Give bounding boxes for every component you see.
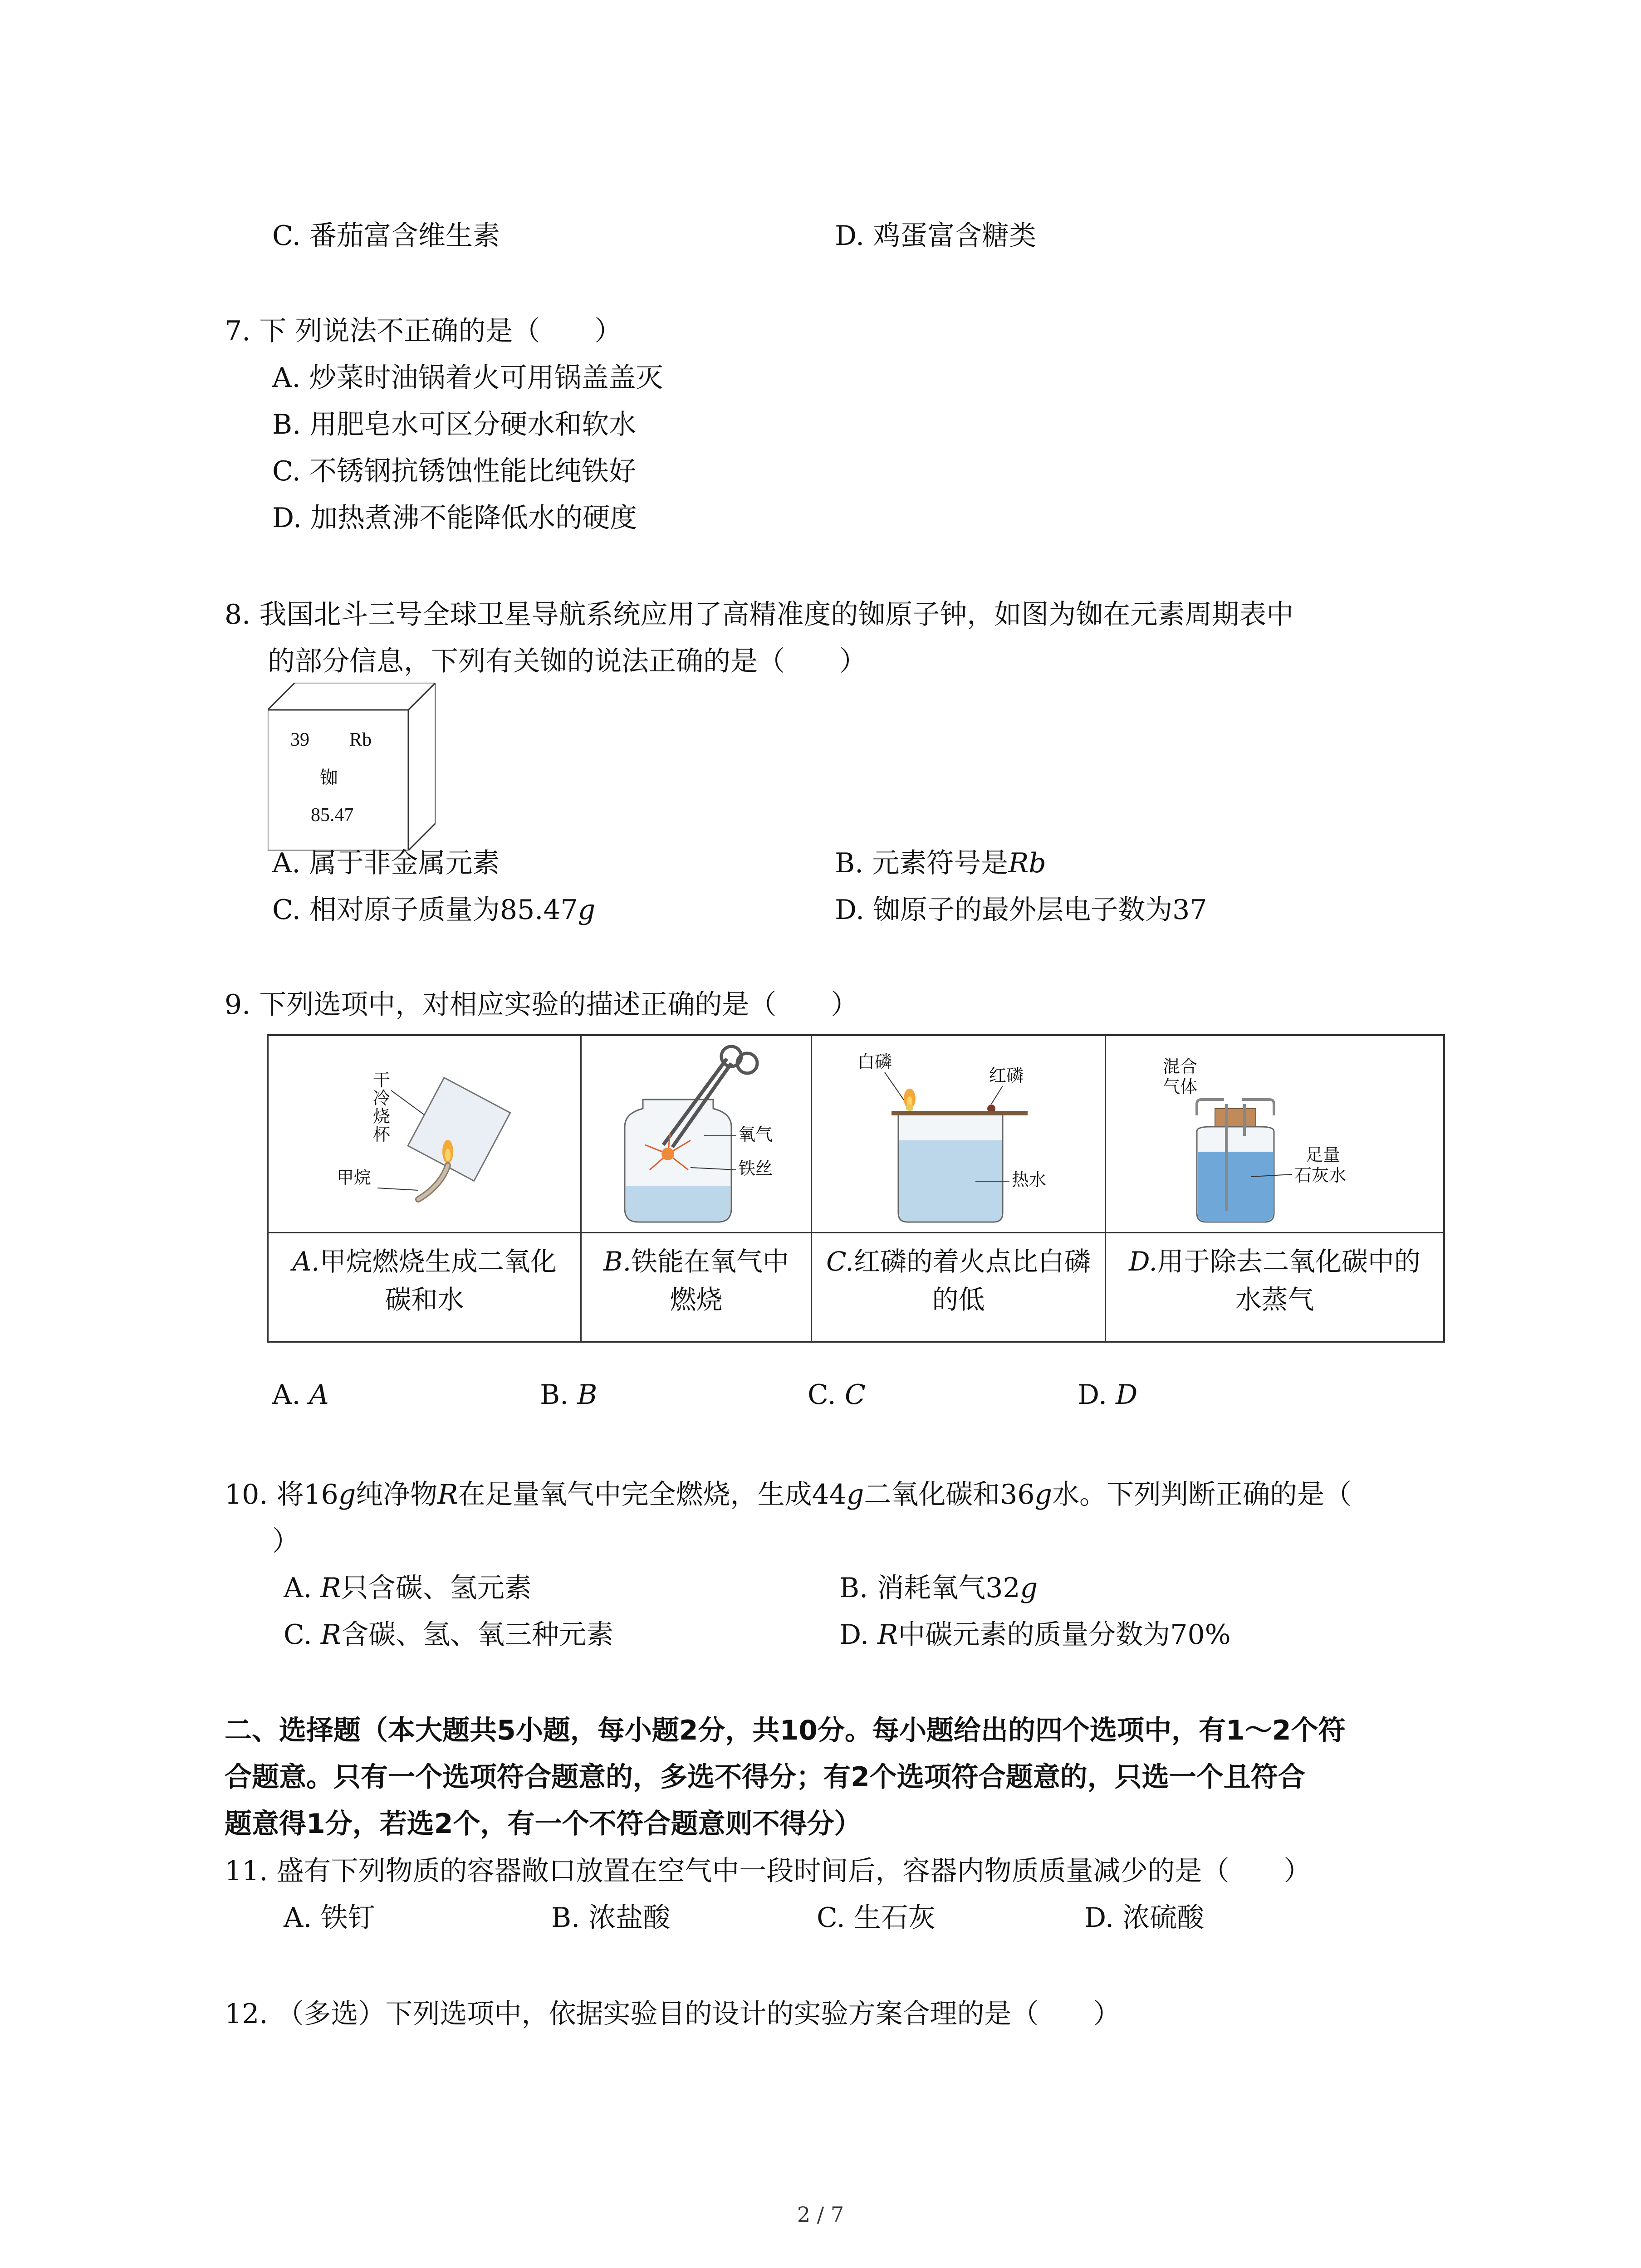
element-mass: 85.47	[311, 805, 354, 826]
q8-option-c: C. 相对原子质量为85.47g	[272, 894, 596, 926]
experiment-caption-d: D.用于除去二氧化碳中的水蒸气	[1129, 1246, 1421, 1315]
svg-text:足量: 足量	[1306, 1145, 1341, 1165]
svg-text:冷: 冷	[373, 1088, 391, 1108]
q7-option-b: B. 用肥皂水可区分硬水和软水	[272, 409, 637, 440]
q12-stem: 12. （多选）下列选项中，依据实验目的设计的实验方案合理的是（ ）	[225, 1998, 1121, 2030]
q8-option-a: A. 属于非金属元素	[272, 847, 500, 879]
q10-option-a: A. R只含碳、氢元素	[284, 1572, 532, 1604]
q9-stem: 9. 下列选项中，对相应实验的描述正确的是（ ）	[225, 989, 858, 1021]
q6-option-d: D. 鸡蛋富含糖类	[835, 220, 1037, 252]
q9-option-d: D. D	[1078, 1379, 1138, 1411]
q11-option-a: A. 铁钉	[284, 1902, 375, 1934]
q8-option-d: D. 铷原子的最外层电子数为37	[835, 894, 1207, 926]
iron-wire-burning-illustration	[582, 1036, 812, 1231]
svg-text:烧: 烧	[373, 1106, 391, 1126]
experiment-cell-c	[812, 1036, 1106, 1341]
q7-option-c: C. 不锈钢抗锈蚀性能比纯铁好	[272, 455, 636, 487]
experiment-cell-a	[269, 1036, 582, 1341]
q8-option-b: B. 元素符号是Rb	[835, 847, 1046, 879]
q6-option-c: C. 番茄富含维生素	[272, 220, 500, 252]
q10-option-c: C. R含碳、氢、氧三种元素	[284, 1619, 614, 1651]
element-number: 39	[290, 729, 309, 750]
svg-text:甲烷: 甲烷	[337, 1168, 372, 1188]
section2-heading-line1: 二、选择题（本大题共5小题，每小题2分，共10分。每小题给出的四个选项中，有1～2个符	[225, 1715, 1346, 1746]
q7-option-d: D. 加热煮沸不能降低水的硬度	[272, 502, 637, 534]
svg-text:白磷: 白磷	[857, 1052, 892, 1072]
q8-stem-line2: 的部分信息，下列有关铷的说法正确的是（ ）	[268, 645, 867, 677]
element-name: 铷	[320, 767, 338, 788]
section2-heading-line2: 合题意。只有一个选项符合题意的，多选不得分；有2个选项符合题意的，只选一个且符合	[225, 1761, 1305, 1793]
q8-stem-line1: 8. 我国北斗三号全球卫星导航系统应用了高精准度的铷原子钟，如图为铷在元素周期表中	[225, 599, 1294, 631]
experiment-caption-a: A.甲烷燃烧生成二氧化碳和水	[292, 1246, 557, 1315]
q9-option-c: C. C	[808, 1379, 866, 1411]
svg-text:干: 干	[373, 1070, 391, 1090]
methane-burning-illustration	[269, 1036, 582, 1231]
q7-stem: 7. 下 列说法不正确的是（ ）	[225, 315, 622, 347]
experiment-table	[267, 1034, 1445, 1343]
experiment-cell-b	[582, 1036, 812, 1341]
q10-stem-line1: 10. 将16g纯净物R在足量氧气中完全燃烧，生成44g二氧化碳和36g水。下列判断正确的是（	[225, 1479, 1352, 1510]
q11-option-c: C. 生石灰	[817, 1902, 936, 1934]
q11-stem: 11. 盛有下列物质的容器敞口放置在空气中一段时间后，容器内物质质量减少的是（ ）	[225, 1855, 1311, 1887]
rubidium-element-cell	[268, 683, 436, 850]
svg-text:杯: 杯	[373, 1124, 391, 1144]
page-number: 2 / 7	[797, 2202, 844, 2227]
q9-option-b: B. B	[540, 1379, 598, 1411]
experiment-cell-d	[1106, 1036, 1443, 1341]
q7-option-a: A. 炒菜时油锅着火可用锅盖盖灭	[272, 362, 663, 394]
svg-text:混合: 混合	[1163, 1056, 1198, 1076]
q9-option-a: A. A	[272, 1379, 329, 1411]
q10-option-d: D. R中碳元素的质量分数为70%	[839, 1619, 1231, 1651]
phosphorus-ignition-illustration	[812, 1036, 1106, 1231]
svg-text:氧气: 氧气	[738, 1124, 773, 1144]
gas-washing-bottle-illustration	[1106, 1036, 1443, 1231]
q11-option-b: B. 浓盐酸	[551, 1902, 671, 1934]
q10-option-b: B. 消耗氧气32g	[839, 1572, 1038, 1604]
svg-text:石灰水: 石灰水	[1294, 1165, 1347, 1185]
svg-text:气体: 气体	[1163, 1077, 1198, 1097]
section2-heading-line3: 题意得1分，若选2个，有一个不符合题意则不得分）	[225, 1808, 862, 1840]
svg-text:热水: 热水	[1012, 1170, 1047, 1190]
svg-text:铁丝: 铁丝	[738, 1158, 773, 1178]
experiment-caption-b: B.铁能在氧气中燃烧	[603, 1246, 789, 1315]
svg-text:红磷: 红磷	[989, 1066, 1024, 1085]
q10-stem-line2: ）	[272, 1525, 299, 1557]
q11-option-d: D. 浓硫酸	[1084, 1902, 1205, 1934]
element-symbol: Rb	[349, 729, 372, 750]
experiment-caption-c: C.红磷的着火点比白磷的低	[826, 1246, 1091, 1315]
